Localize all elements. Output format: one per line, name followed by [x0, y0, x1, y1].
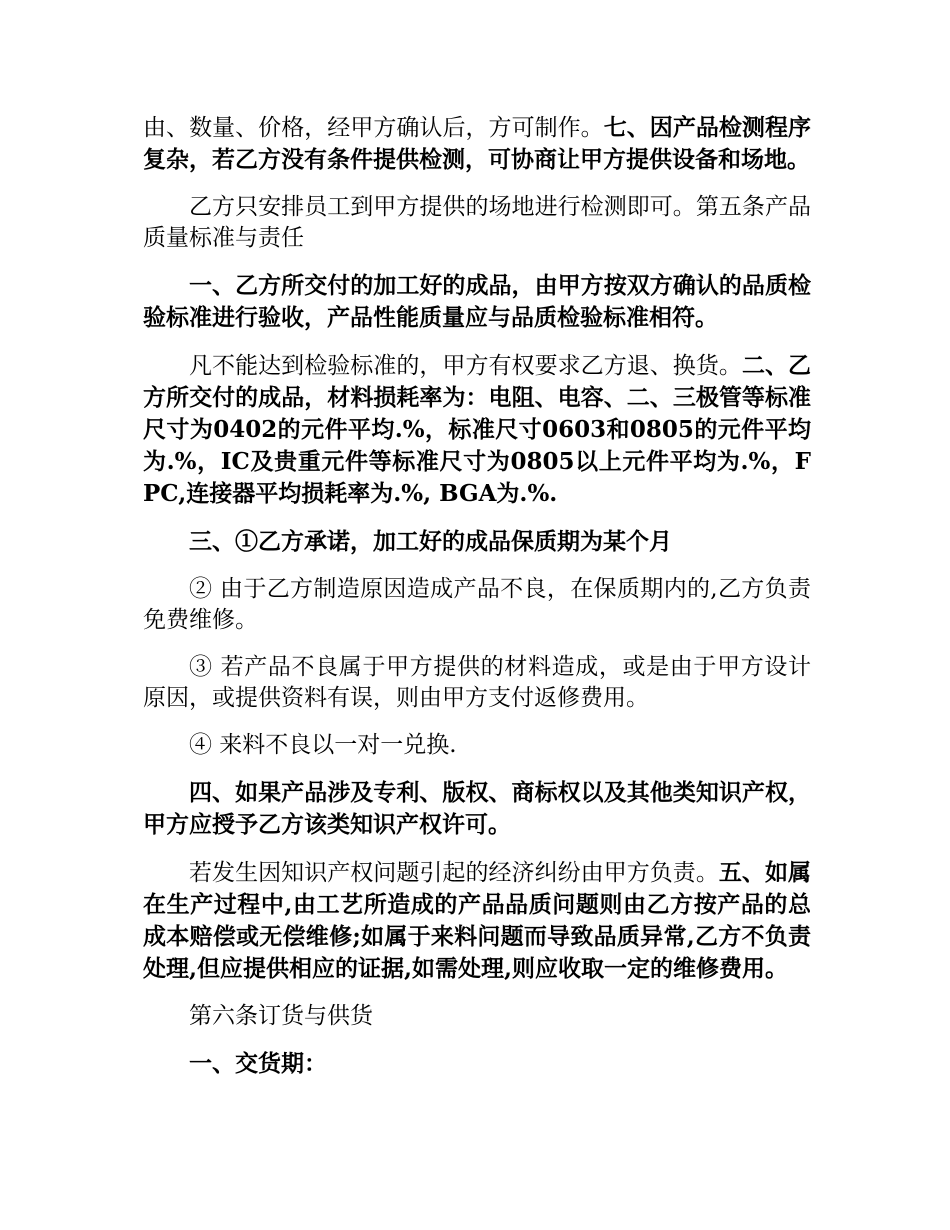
paragraph-11 — [143, 1001, 811, 1032]
paragraph-2 — [143, 192, 811, 254]
text-run: ④ 来料不良以一对一兑换. — [189, 732, 457, 758]
text-run-bold: 五、如属在生产过程中,由工艺所造成的产品品质问题则由乙方按产品的总成本赔偿或无偿维修;如属于来料问题而导致品质异常,乙方不负责处理,但应提供相应的证据,如需处理,则应收取一定的维修费用。 — [143, 859, 812, 982]
text-run: 由、数量、价格，经甲方确认后，方可制作。 — [143, 115, 604, 141]
text-run: 乙方只安排员工到甲方提供的场地进行检测即可。第五条产品质量标准与责任 — [143, 194, 811, 251]
paragraph-12 — [143, 1048, 811, 1080]
text-run-bold: 一、交货期： — [189, 1050, 327, 1077]
paragraph-5 — [143, 526, 811, 558]
paragraph-1 — [143, 112, 811, 176]
paragraph-7 — [143, 652, 811, 714]
text-run: 若发生因知识产权问题引起的经济纠纷由甲方负责。 — [189, 860, 719, 886]
text-run: ③ 若产品不良属于甲方提供的材料造成，或是由于甲方设计原因，或提供资料有误，则由甲方支付返修费用。 — [143, 654, 811, 711]
text-run-bold: 一、乙方所交付的加工好的成品，由甲方按双方确认的品质检验标准进行验收，产品性能质量应与品质检验标准相符。 — [143, 272, 811, 331]
paragraph-6 — [143, 574, 811, 636]
text-run: 凡不能达到检验标准的，甲方有权要求乙方退、换货。 — [189, 353, 742, 379]
text-run: ② 由于乙方制造原因造成产品不良，在保质期内的,乙方负责免费维修。 — [143, 576, 811, 633]
text-run-bold: 七、因产品检测程序复杂，若乙方没有条件提供检测，可协商让甲方提供设备和场地。 — [143, 114, 812, 173]
paragraph-8 — [143, 730, 811, 761]
text-run-bold: 二、乙方所交付的成品，材料损耗率为：电阻、电容、二、三极管等标准尺寸为0402的元件平均.%，标准尺寸0603和0805的元件平均为.%，IC及贵重元件等标准尺寸为0805以上元件平均为.%，FPC,连接器平均损耗率为.%, BGA为.%. — [143, 352, 812, 507]
document-page — [143, 112, 811, 1096]
paragraph-10 — [143, 857, 811, 985]
text-run-bold: 四、如果产品涉及专利、版权、商标权以及其他类知识产权，甲方应授予乙方该类知识产权许可。 — [143, 779, 811, 838]
text-run: 第六条订货与供货 — [189, 1003, 373, 1029]
paragraph-3 — [143, 270, 811, 334]
paragraph-9 — [143, 777, 811, 841]
text-run-bold: 三、①乙方承诺，加工好的成品保质期为某个月 — [189, 528, 672, 555]
paragraph-4 — [143, 350, 811, 510]
